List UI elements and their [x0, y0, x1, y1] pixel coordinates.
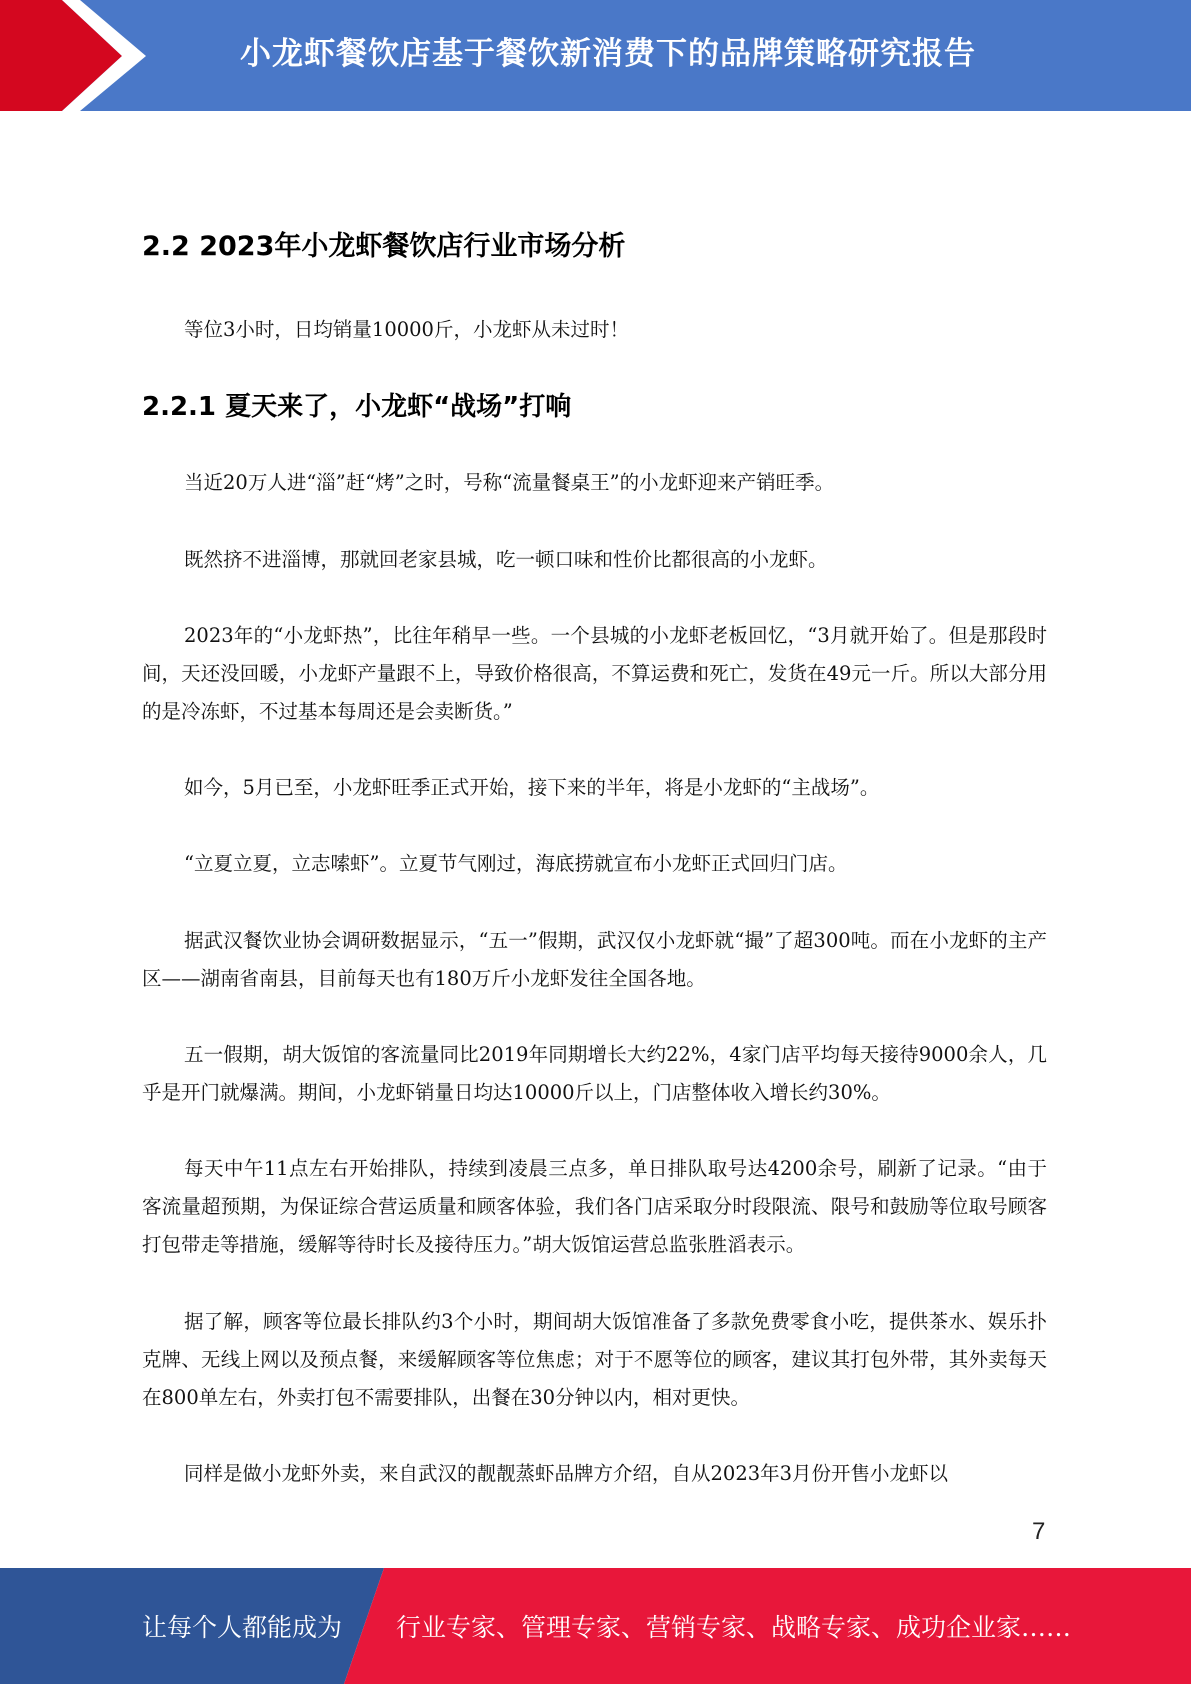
- paragraph: 每天中午11点左右开始排队，持续到凌晨三点多，单日排队取号达4200余号，刷新了记录。“由于客流量超预期，为保证综合营运质量和顾客体验，我们各门店采取分时段限流、限号和鼓励等位取号顾客打包带走等措施，缓解等待时长及接待压力。”胡大饭馆运营总监张胜滔表示。: [142, 1157, 1047, 1256]
- paragraph: 当近20万人进“淄”赶“烤”之时，号称“流量餐桌王”的小龙虾迎来产销旺季。: [184, 471, 835, 494]
- paragraph: 同样是做小龙虾外卖，来自武汉的靓靓蒸虾品牌方介绍，自从2023年3月份开售小龙虾以: [184, 1462, 949, 1485]
- paragraph: 五一假期，胡大饭馆的客流量同比2019年同期增长大约22%，4家门店平均每天接待9000余人，几乎是开门就爆满。期间，小龙虾销量日均达10000斤以上，门店整体收入增长约30%。: [142, 1043, 1047, 1104]
- header-chevron-decoration: [0, 0, 160, 111]
- page-number: 7: [1032, 1518, 1046, 1545]
- paragraph: 如今，5月已至，小龙虾旺季正式开始，接下来的半年，将是小龙虾的“主战场”。: [184, 776, 880, 799]
- page-header: [0, 0, 1191, 111]
- paragraph: 据了解，顾客等位最长排队约3个小时，期间胡大饭馆准备了多款免费零食小吃，提供茶水、娱乐扑克牌、无线上网以及预点餐，来缓解顾客等位焦虑；对于不愿等位的顾客，建议其打包外带，其外卖每天在800单左右，外卖打包不需要排队，出餐在30分钟以内，相对更快。: [142, 1310, 1047, 1409]
- paragraph: 既然挤不进淄博，那就回老家县城，吃一顿口味和性价比都很高的小龙虾。: [184, 548, 828, 571]
- section-heading-2-2-1: 2.2.1 夏天来了，小龙虾“战场”打响: [142, 392, 572, 422]
- section-heading-2-2: 2.2 2023年小龙虾餐饮店行业市场分析: [142, 231, 626, 262]
- footer-slogan-right: 行业专家、管理专家、营销专家、战略专家、成功企业家……: [396, 1613, 1072, 1642]
- footer-slogan-left: 让每个人都能成为: [142, 1613, 343, 1642]
- paragraph: 等位3小时，日均销量10000斤，小龙虾从未过时！: [184, 318, 629, 341]
- page-footer: [0, 1568, 1191, 1684]
- paragraph: 据武汉餐饮业协会调研数据显示，“五一”假期，武汉仅小龙虾就“撮”了超300吨。而在小龙虾的主产区——湖南省南县，目前每天也有180万斤小龙虾发往全国各地。: [142, 929, 1047, 990]
- paragraph: “立夏立夏，立志嗦虾”。立夏节气刚过，海底捞就宣布小龙虾正式回归门店。: [184, 852, 848, 875]
- paragraph: 2023年的“小龙虾热”，比往年稍早一些。一个县城的小龙虾老板回忆，“3月就开始了。但是那段时间，天还没回暖，小龙虾产量跟不上，导致价格很高，不算运费和死亡，发货在49元一斤。所以大部分用的是冷冻虾，不过基本每周还是会卖断货。”: [142, 624, 1047, 723]
- header-title: 小龙虾餐饮店基于餐饮新消费下的品牌策略研究报告: [240, 36, 976, 72]
